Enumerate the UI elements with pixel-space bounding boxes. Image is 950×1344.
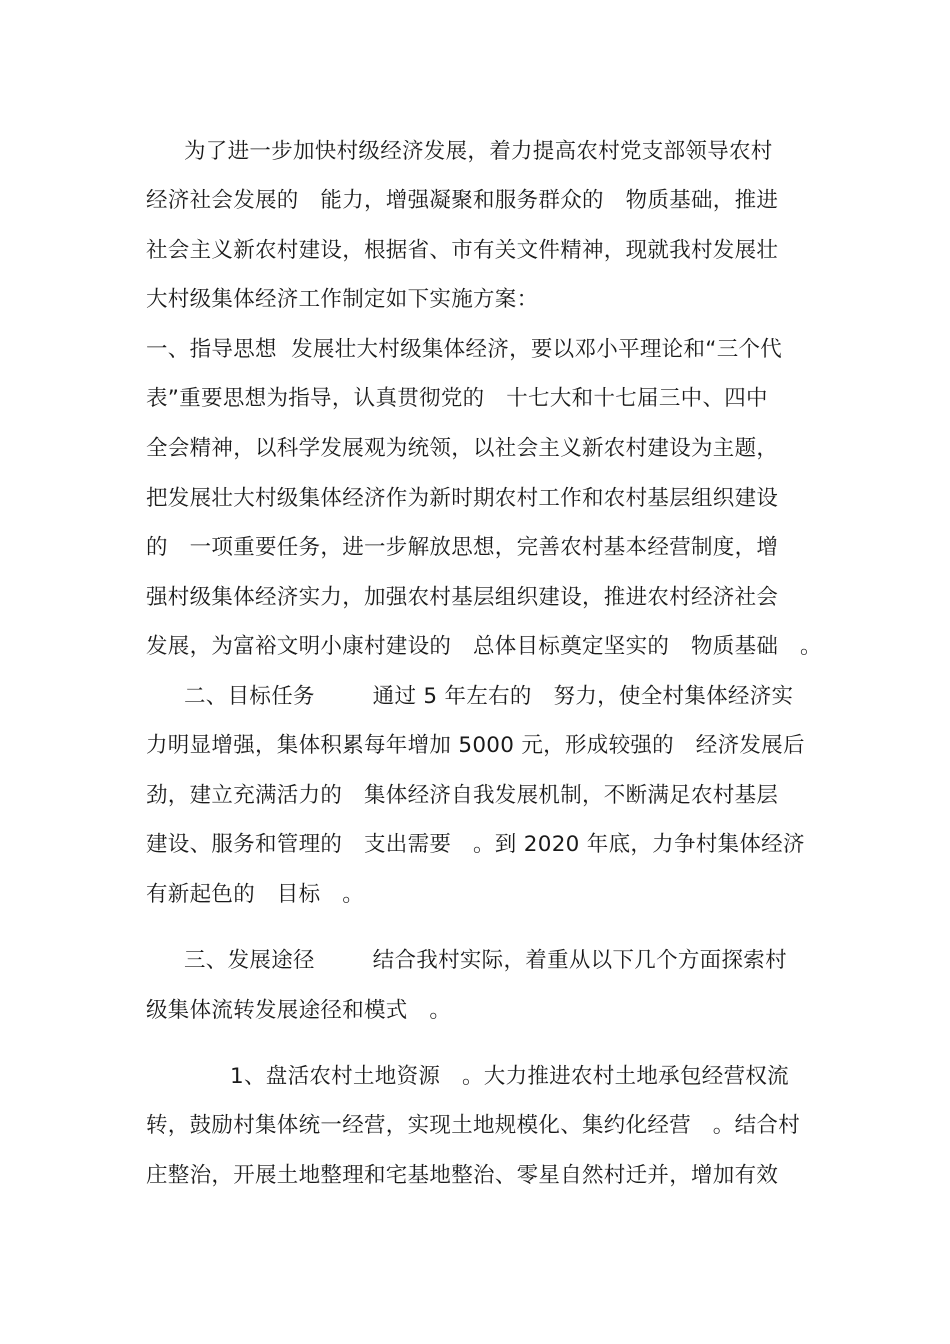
paragraph-line: 力明显增强，集体积累每年增加 5000 元，形成较强的 经济发展后 bbox=[146, 733, 805, 758]
paragraph-line: 发展，为富裕文明小康村建设的 总体目标奠定坚实的 物质基础 。 bbox=[146, 634, 822, 659]
paragraph-line: 经济社会发展的 能力，增强凝聚和服务群众的 物质基础，推进 bbox=[146, 188, 779, 213]
paragraph-line: 级集体流转发展途径和模式 。 bbox=[146, 998, 452, 1023]
paragraph-line: 建设、服务和管理的 支出需要 。到 2020 年底，力争村集体经济 bbox=[146, 832, 805, 857]
paragraph-line: 劲，建立充满活力的 集体经济自我发展机制，不断满足农村基层 bbox=[146, 783, 779, 808]
paragraph-line: 把发展壮大村级集体经济作为新时期农村工作和农村基层组织建设 bbox=[146, 486, 779, 511]
paragraph-line: 强村级集体经济实力，加强农村基层组织建设，推进农村经济社会 bbox=[146, 585, 779, 610]
paragraph-line: 转，鼓励村集体统一经营，实现土地规模化、集约化经营 。结合村 bbox=[146, 1113, 801, 1138]
paragraph-line: 为了进一步加快村级经济发展，着力提高农村党支部领导农村 bbox=[184, 139, 773, 164]
paragraph-line: 的 一项重要任务，进一步解放思想，完善农村基本经营制度，增 bbox=[146, 535, 779, 560]
paragraph-line: 有新起色的 目标 。 bbox=[146, 882, 365, 907]
section-heading-line: 二、目标任务 通过 5 年左右的 努力，使全村集体经济实 bbox=[184, 684, 794, 709]
paragraph-line: 表”重要思想为指导，认真贯彻党的 十七大和十七届三中、四中 bbox=[146, 386, 768, 411]
subsection-heading-line: 1、盘活农村土地资源 。大力推进农村土地承包经营权流 bbox=[230, 1064, 789, 1089]
paragraph-line: 庄整治，开展土地整理和宅基地整治、零星自然村迁并，增加有效 bbox=[146, 1163, 779, 1188]
section-heading-line: 一、指导思想 发展壮大村级集体经济，要以邓小平理论和“三个代 bbox=[146, 337, 783, 362]
paragraph-line: 社会主义新农村建设，根据省、市有关文件精神，现就我村发展壮 bbox=[146, 238, 779, 263]
paragraph-line: 全会精神，以科学发展观为统领，以社会主义新农村建设为主题， bbox=[146, 436, 779, 461]
section-heading-line: 三、发展途径 结合我村实际，着重从以下几个方面探索村 bbox=[184, 948, 787, 973]
paragraph-line: 大村级集体经济工作制定如下实施方案： bbox=[146, 287, 539, 312]
